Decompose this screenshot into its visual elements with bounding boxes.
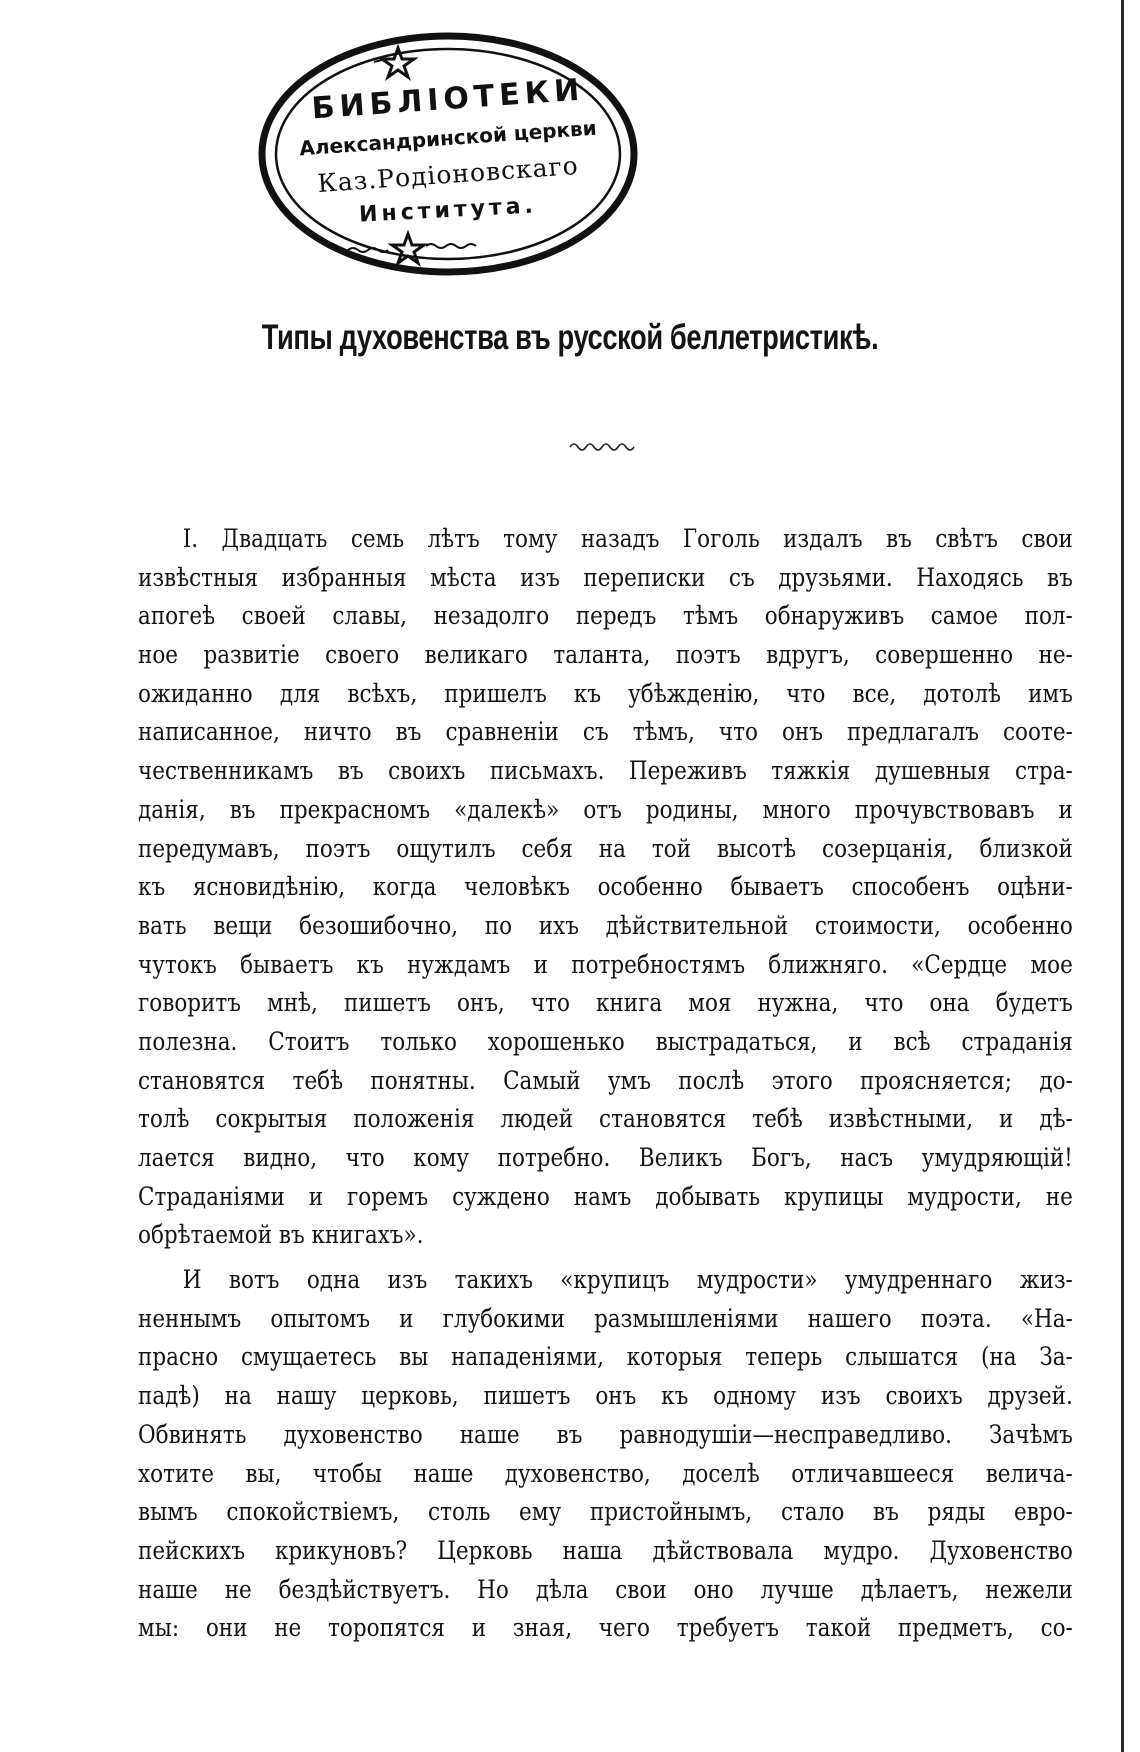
text-line: наше не бездѣйствуетъ. Но дѣла свои оно лучше дѣлаетъ, нежели <box>138 1574 1073 1604</box>
stamp-line-church: Александринской церкви <box>298 115 598 161</box>
text-line: чественникамъ въ своихъ письмахъ. Переживъ тяжкія душевныя стра- <box>138 756 1073 786</box>
text-line: хотите вы, чтобы наше духовенство, доселѣ отличавшееся величa- <box>138 1458 1073 1488</box>
text-line: мы: они не торопятся и зная, чего требуетъ такой предметъ, со- <box>138 1613 1073 1643</box>
text-line: лается видно, что кому потребно. Великъ Богъ, насъ умудряющій! <box>138 1143 1073 1172</box>
text-line: ожиданно для всѣхъ, пришелъ къ убѣжденію, что все, дотолѣ имъ <box>138 678 1073 708</box>
text-line: обрѣтаемой въ книгахъ». <box>138 1220 424 1250</box>
text-line: прасно смущаетесь вы нападеніями, которыя теперь слышатся (на За- <box>138 1342 1073 1372</box>
text-line: ное развитіе своего великаго таланта, поэтъ вдругъ, совершенно не- <box>138 640 1073 670</box>
stamp-line-library: БИБЛІОТЕКИ <box>310 72 586 127</box>
text-line: неннымъ опытомъ и глубокими размышленіями нашего поэта. «На- <box>138 1303 1073 1333</box>
stamp-line-institute: Института. <box>358 193 538 228</box>
text-line: чутокъ бываетъ къ нуждамъ и потребностямъ ближняго. «Сердце мое <box>138 949 1073 979</box>
body-text <box>138 520 1073 1648</box>
text-line: становятся тебѣ понятны. Самый умъ послѣ этого проясняется; до- <box>138 1065 1073 1095</box>
text-line: апогеѣ своей славы, незадолго передъ тѣмъ обнаруживъ самое пол- <box>138 601 1073 631</box>
text-line: И вотъ одна изъ такихъ «крупицъ мудрости» умудреннаго жиз- <box>182 1265 1073 1295</box>
paragraph-1 <box>138 520 1073 1255</box>
ornament-divider <box>568 438 638 452</box>
text-line: Страданіями и горемъ суждено намъ добывать крупицы мудрости, не <box>138 1181 1073 1211</box>
text-line: пейскихъ крикуновъ? Церковь наша дѣйствовала мудро. Духовенство <box>138 1535 1073 1565</box>
stamp-line-rodionov: Каз.Родіоновскаго <box>316 150 580 199</box>
library-stamp <box>248 26 648 286</box>
text-line: извѣстныя избранныя мѣста изъ переписки съ друзьями. Находясь въ <box>138 562 1073 592</box>
page-edge <box>1121 0 1124 1752</box>
text-line: вымъ спокойствіемъ, столь ему пристойнымъ, стало въ ряды евро- <box>138 1497 1073 1527</box>
text-line: толѣ сокрытыя положенія людей становятся тебѣ извѣстными, и дѣ- <box>138 1104 1073 1134</box>
text-line: къ ясновидѣнію, когда человѣкъ особенно бываетъ способенъ оцѣни- <box>138 872 1073 902</box>
text-line: данія, въ прекрасномъ «далекѣ» отъ родины, много прочувствовавъ и <box>138 794 1073 824</box>
text-line: I. Двадцать семь лѣтъ тому назадъ Гоголь издалъ въ свѣтъ свои <box>182 524 1073 553</box>
page-title: Типы духовенства въ русской беллетристикѣ. <box>261 318 879 357</box>
text-line: Обвинять духовенство наше въ равнодушіи—несправедливо. Зачѣмъ <box>138 1419 1073 1449</box>
text-line: полезна. Стоитъ только хорошенько выстрадаться, и всѣ страданія <box>138 1026 1073 1056</box>
paragraph-2 <box>138 1261 1073 1648</box>
text-line: написанное, ничто въ сравненіи съ тѣмъ, что онъ предлагалъ соотe- <box>138 717 1073 747</box>
stamp-text <box>248 26 648 286</box>
text-line: говоритъ мнѣ, пишетъ онъ, что книга моя нужна, что она будетъ <box>138 988 1073 1018</box>
text-line: передумавъ, поэтъ ощутилъ себя на той высотѣ созерцанія, близкой <box>138 833 1073 863</box>
text-line: вать вещи безошибочно, по ихъ дѣйствительной стоимости, особенно <box>138 910 1073 940</box>
text-line: падѣ) на нашу церковь, пишетъ онъ къ одному изъ своихъ друзей. <box>138 1381 1073 1411</box>
